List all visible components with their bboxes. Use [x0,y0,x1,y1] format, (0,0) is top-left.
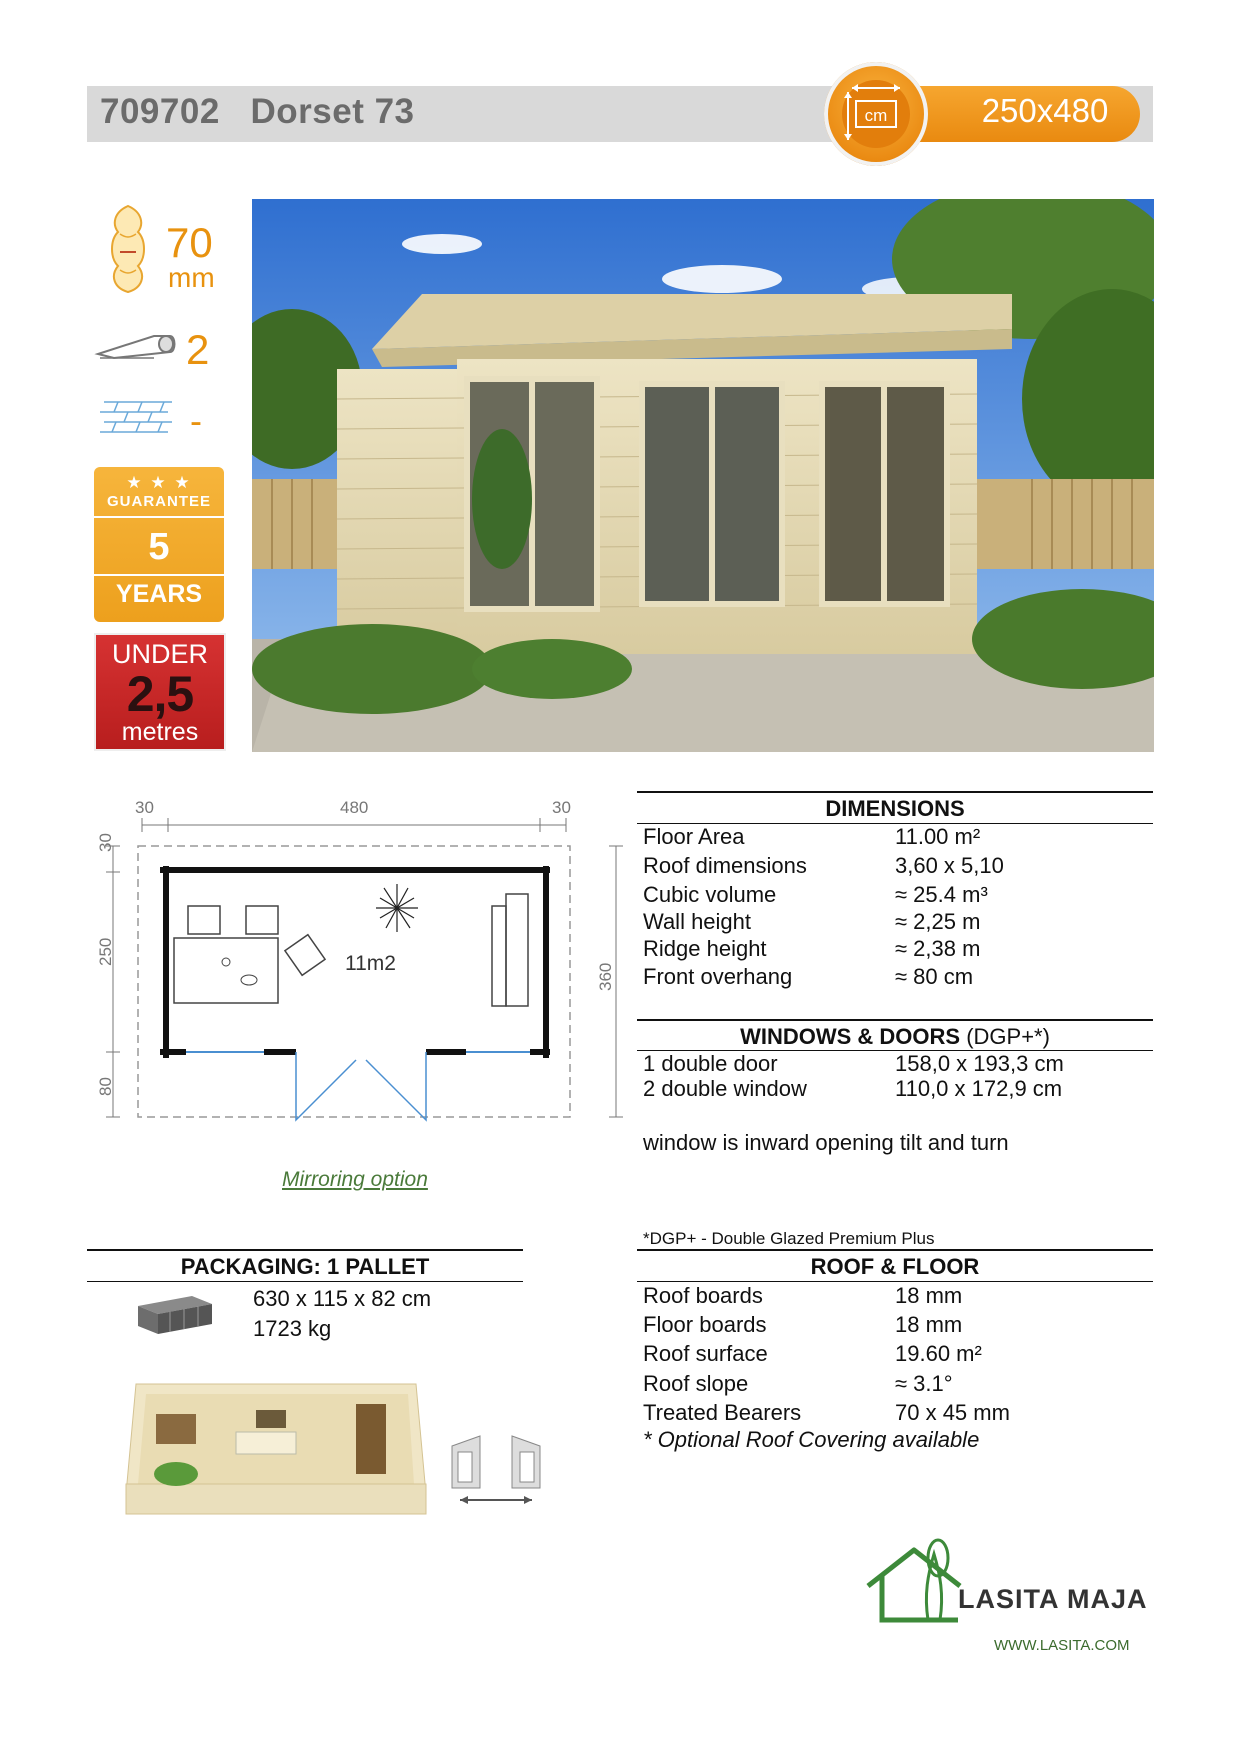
dim-left-depth: 250 [96,937,115,966]
windows-top-rule [637,1019,1153,1021]
window-note: window is inward opening tilt and turn [643,1130,1009,1155]
spec-row [643,851,1143,880]
spec-label: Wall height [643,909,752,934]
dim-right-depth: 360 [596,962,615,991]
spec-value: 158,0 x 193,3 cm [895,1051,1064,1076]
guarantee-years: 5 [148,526,170,568]
spec-value: 70 x 45 mm [895,1400,1010,1425]
spec-label: Roof slope [643,1371,749,1396]
dim-top-width: 480 [340,798,369,817]
roof-floor-title: ROOF & FLOOR [810,1254,980,1279]
packaging-rule [87,1281,523,1282]
roofing-rolls-value: 2 [186,326,210,373]
packaging-title: PACKAGING: 1 PALLET [180,1254,430,1279]
spec-row [643,1369,1143,1398]
height-limit-unit: metres [121,718,199,746]
spec-label: 2 double window [643,1076,807,1101]
guarantee-label: GUARANTEE [106,493,211,510]
product-name: Dorset 73 [250,92,415,131]
guarantee-stars: ★ ★ ★ [126,473,192,492]
windows-doors-suffix: (DGP+*) [966,1024,1050,1049]
spec-row [643,1339,1143,1368]
interior-3d-view [116,1374,436,1524]
lasita-house-logo [862,1534,972,1626]
brand-name: LASITA MAJA [958,1584,1148,1614]
spec-row [643,907,1143,936]
roof-floor-top-rule [637,1249,1153,1251]
wall-thickness-value: 70 [166,219,213,266]
guarantee-badge [94,467,224,622]
dim-left-top: 30 [96,833,115,852]
spec-row [643,1310,1143,1339]
spec-value: ≈ 25.4 m³ [895,882,988,907]
product-code: 709702 [100,92,220,131]
spec-value: ≈ 2,38 m [895,936,981,961]
spec-label: Front overhang [643,964,793,989]
spec-label: Roof dimensions [643,853,807,878]
guarantee-unit: YEARS [115,580,203,608]
shingles-icon [98,396,178,440]
spec-value: 110,0 x 172,9 cm [895,1076,1063,1101]
dim-top-right: 30 [552,798,571,817]
log-profile-icon [108,204,148,294]
spec-value: 18 mm [895,1312,963,1337]
spec-row [643,1281,1143,1310]
floor-area-label: 11m2 [345,952,396,975]
spec-label: Ridge height [643,936,767,961]
product-title [100,92,415,132]
spec-value: 11.00 m² [895,824,981,849]
spec-label: Cubic volume [643,882,777,907]
guarantee-divider [94,516,224,518]
roofing-roll-icon [94,328,178,364]
spec-row [643,1398,1143,1427]
spec-row [643,934,1143,963]
guarantee-divider-2 [94,574,224,576]
windows-doors-heading [637,1024,1153,1050]
spec-label: Treated Bearers [643,1400,802,1425]
size-badge-unit: cm [855,100,897,128]
shingles-value: - [190,400,202,441]
spec-label: Floor Area [643,824,745,849]
roof-covering-note: * Optional Roof Covering available [643,1427,980,1452]
spec-label: Floor boards [643,1312,767,1337]
spec-value: ≈ 80 cm [895,964,974,989]
height-limit-badge [94,633,226,751]
dgp-footnote: *DGP+ - Double Glazed Premium Plus [643,1229,935,1248]
windows-doors-title: WINDOWS & DOORS [740,1024,961,1049]
spec-row [643,880,1143,909]
spec-label: Roof surface [643,1341,768,1366]
website-link[interactable]: WWW.LASITA.COM [994,1637,1130,1654]
dimensions-top-rule [637,791,1153,793]
spec-row [643,1074,1143,1103]
height-limit-value: 2,5 [126,666,194,722]
spec-label: Roof boards [643,1283,763,1308]
spec-value: ≈ 3.1° [895,1371,953,1396]
dim-top-left: 30 [135,798,154,817]
spec-label: 1 double door [643,1051,778,1076]
spec-value: 18 mm [895,1283,963,1308]
packaging-top-rule [87,1249,523,1251]
spec-value: 3,60 x 5,10 [895,853,1004,878]
wall-thickness-unit: mm [168,262,215,293]
size-label: 250x480 [981,92,1109,129]
spec-value: 19.60 m² [895,1341,982,1366]
height-limit-line1: UNDER [111,639,208,669]
pallet-icon [134,1292,216,1336]
packaging-size: 630 x 115 x 82 cm [253,1286,432,1311]
packaging-weight: 1723 kg [253,1316,332,1341]
spec-value: ≈ 2,25 m [895,909,981,934]
mirroring-option-link[interactable]: Mirroring option [282,1168,428,1191]
dim-left-bottom: 80 [96,1077,115,1096]
mirror-option-icon [446,1428,546,1508]
dimensions-title: DIMENSIONS [825,796,965,821]
spec-row [643,822,1143,851]
spec-row [643,962,1143,991]
product-photo [252,199,1154,752]
